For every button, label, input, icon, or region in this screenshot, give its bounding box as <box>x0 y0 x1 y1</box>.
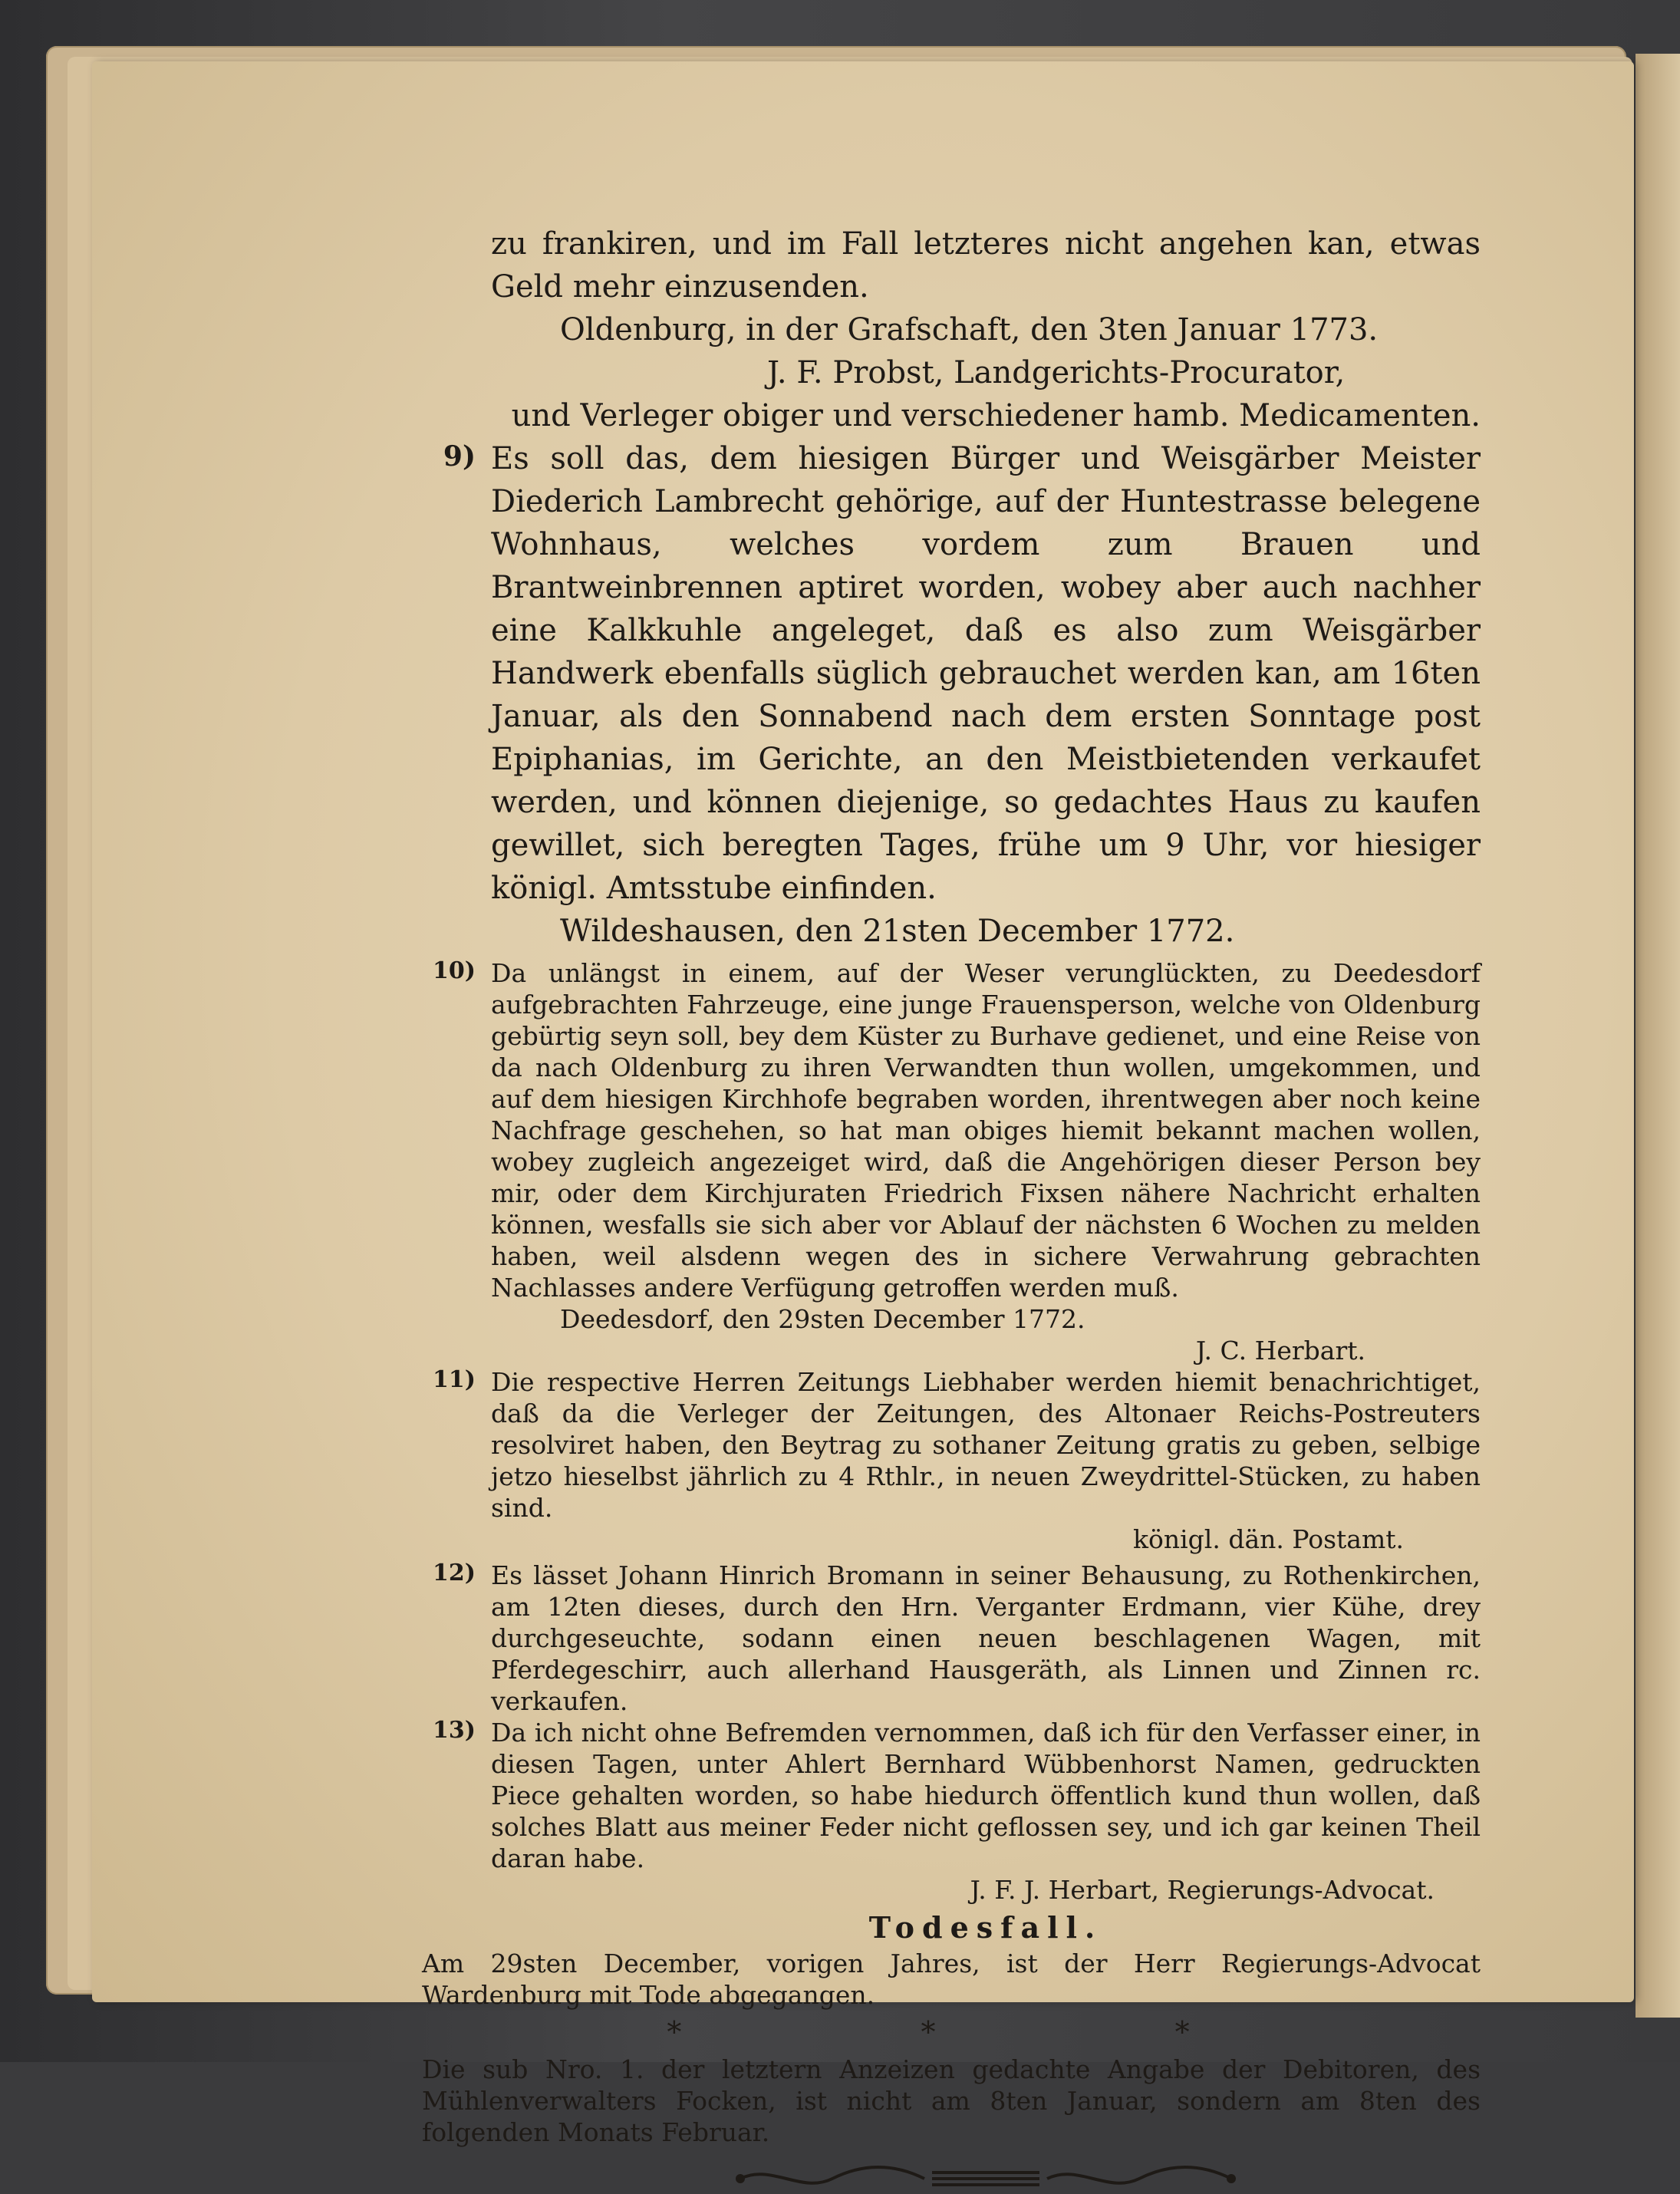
ornamental-divider <box>725 2163 1247 2194</box>
final-note: Die sub Nro. 1. der letztern Anzeizen gedachte Angabe der Debitoren, des Mühlenverwalters Focken, ist nicht am 8ten Januar, sondern am 8ten des folgenden Monats Februar. <box>422 2054 1481 2147</box>
entry-number: 13) <box>433 1717 476 1744</box>
entry-text: Die respective Herren Zeitungs Liebhaber werden hiemit benachrichtiget, daß da die Verleger der Zeitungen, des Altonaer Reichs-Postreuters resolviret haben, den Beytrag zu sothaner Zeitung gratis zu geben, selbige jetzo hieselbst jährlich zu 4 Rthlr., in neuen Zweydrittel-Stücken, zu haben sind. <box>491 1367 1481 1523</box>
entry-text: Da ich nicht ohne Befremden vernommen, daß ich für den Verfasser einer, in diesen Tagen, unter Ahlert Bernhard Wübbenhorst Namen, gedruckten Piece gehalten worden, so habe hiedurch öffentlich kund thun wollen, daß solches Blatt aus meiner Feder nicht geflossen sey, und ich gar keinen Theil daran habe. <box>491 1718 1481 1873</box>
entry-11 <box>433 1366 1481 1555</box>
entry-13 <box>433 1717 1481 1906</box>
entry-10 <box>433 957 1481 1366</box>
entry-number: 10) <box>433 957 476 984</box>
page-content <box>422 222 1481 2194</box>
entry-12 <box>433 1560 1481 1717</box>
entry-text: Es soll das, dem hiesigen Bürger und Weisgärber Meister Diederich Lambrecht gehörige, auf der Huntestrasse belegene Wohnhaus, welches vordem zum Brauen und Brantweinbrennen aptiret worden, wobey aber auch nachher eine Kalkkuhle angeleget, daß es also zum Weisgärber Handwerk ebenfalls süglich gebrauchet werden kan, am 16ten Januar, als den Sonnabend nach dem ersten Sonntage post Epiphanias, im Gerichte, an den Meistbietenden verkaufet werden, und können diejenige, so gedachtes Haus zu kaufen gewillet, sich beregten Tages, frühe um 9 Uhr, vor hiesiger königl. Amtsstube einfinden. <box>491 441 1481 906</box>
divider-ornament-graphic <box>725 2163 1247 2194</box>
entry-number: 11) <box>433 1366 476 1393</box>
death-notice: Am 29sten December, vorigen Jahres, ist der Herr Regierungs-Advocat Wardenburg mit Tode abgegangen. <box>422 1949 1481 2010</box>
entry-place-date: Wildeshausen, den 21sten December 1772. <box>560 914 1235 949</box>
entry-text: Es lässet Johann Hinrich Bromann in seiner Behausung, zu Rothenkirchen, am 12ten dieses, durch den Hrn. Verganter Erdmann, vier Kühe, drey durchgeseuchte, sodann einen neuen beschlagenen Wagen, mit Pferdegeschirr, auch allerhand Hausgeräth, als Linnen und Zinnen rc. verkaufen. <box>491 1560 1481 1716</box>
entry-signature: königl. dän. Postamt. <box>1132 1524 1404 1554</box>
signature-probst: J. F. Probst, Landgerichts-Procurator, <box>767 355 1346 390</box>
entry-9 <box>443 437 1481 953</box>
entry-number: 9) <box>443 440 476 473</box>
continuation-text: zu frankiren, und im Fall letzteres nicht angehen kan, etwas Geld mehr einzusenden. <box>491 226 1481 305</box>
ornament-stars: * * * <box>667 2015 1305 2049</box>
place-date-oldenburg: Oldenburg, in der Grafschaft, den 3ten Januar 1773. <box>560 312 1379 348</box>
signature-probst-continued: und Verleger obiger und verschiedener hamb. Medicamenten. <box>511 398 1481 433</box>
facing-page-edge <box>1636 54 1680 2018</box>
entry-place-date: Deedesdorf, den 29sten December 1772. <box>560 1304 1085 1334</box>
death-heading: Todesfall. <box>868 1910 1103 1945</box>
entry-text: Da unlängst in einem, auf der Weser verunglückten, zu Deedesdorf aufgebrachten Fahrzeuge, eine junge Frauensperson, welche von Oldenburg gebürtig seyn soll, bey dem Küster zu Burhave gedienet, und eine Reise von da nach Oldenburg zu ihren Verwandten thun wollen, umgekommen, und auf dem hiesigen Kirchhofe begraben worden, ihrentwegen aber noch keine Nachfrage geschehen, so hat man obiges hiemit bekannt machen wollen, wobey zugleich angezeiget wird, daß die Angehörigen dieser Person bey mir, oder dem Kirchjuraten Friedrich Fixsen nähere Nachricht erhalten können, wesfalls sie sich aber vor Ablauf der nächsten 6 Wochen zu melden haben, weil alsdenn wegen des in sichere Verwahrung gebrachten Nachlasses andere Verfügung getroffen werden muß. <box>491 958 1481 1303</box>
entry-signature: J. C. Herbart. <box>1195 1336 1365 1365</box>
entry-signature: J. F. J. Herbart, Regierungs-Advocat. <box>970 1875 1435 1905</box>
entry-number: 12) <box>433 1560 476 1586</box>
